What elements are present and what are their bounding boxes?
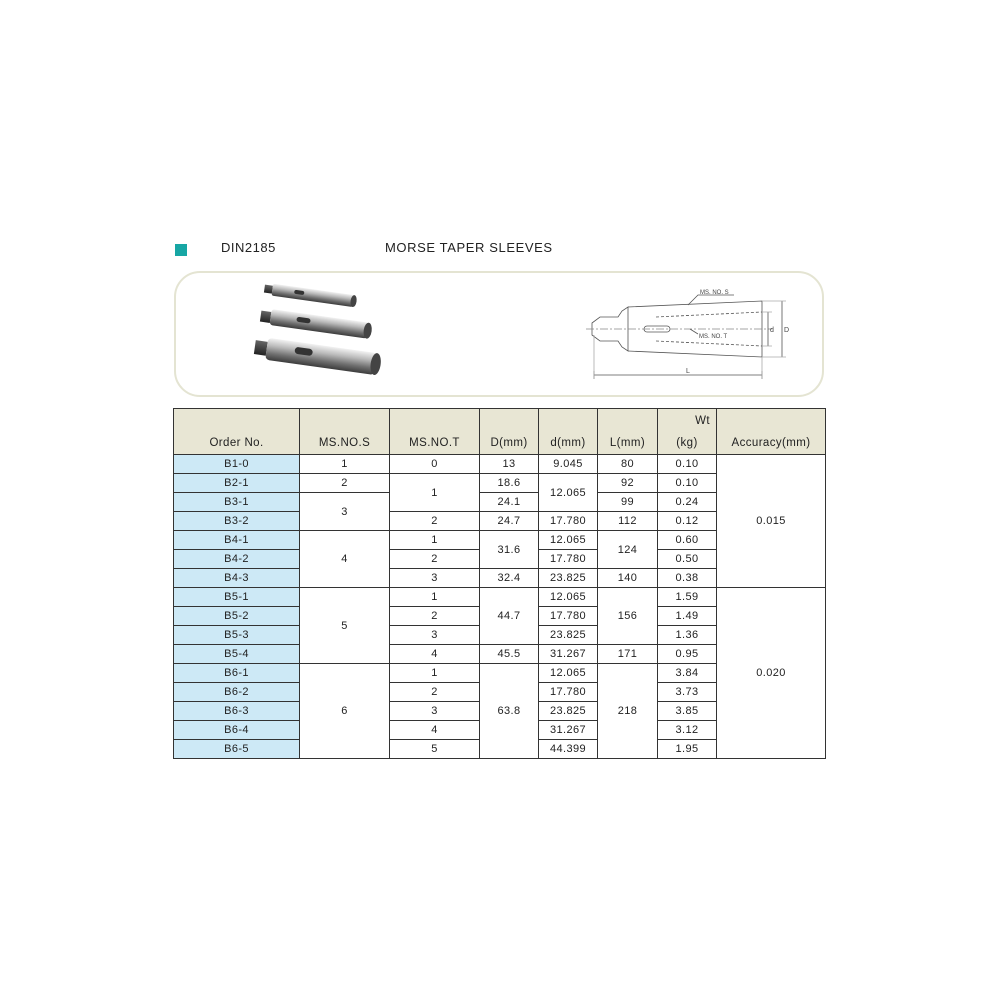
L-cell: 80	[598, 455, 658, 474]
label-large-diameter: D	[784, 327, 790, 334]
L-cell: 140	[598, 569, 658, 588]
d-cell: 17.780	[539, 550, 598, 569]
D-cell: 44.7	[480, 588, 539, 645]
L-cell: 92	[598, 474, 658, 493]
header-wt	[658, 409, 717, 455]
order-no-cell: B6-3	[174, 702, 300, 721]
wt-cell: 0.12	[658, 512, 717, 531]
D-cell: 24.7	[480, 512, 539, 531]
order-no-cell: B6-2	[174, 683, 300, 702]
L-cell: 124	[598, 531, 658, 569]
order-no-cell: B5-4	[174, 645, 300, 664]
wt-cell: 3.73	[658, 683, 717, 702]
accuracy-cell: 0.020	[717, 588, 826, 759]
wt-cell: 3.84	[658, 664, 717, 683]
d-cell: 17.780	[539, 607, 598, 626]
d-cell: 9.045	[539, 455, 598, 474]
wt-cell: 3.85	[658, 702, 717, 721]
D-cell: 31.6	[480, 531, 539, 569]
d-cell: 12.065	[539, 474, 598, 512]
header-ms-no-t: MS.NO.T	[390, 409, 480, 455]
product-title: MORSE TAPER SLEEVES	[385, 240, 553, 255]
D-cell: 45.5	[480, 645, 539, 664]
D-cell: 32.4	[480, 569, 539, 588]
ms-t-cell: 1	[390, 531, 480, 550]
order-no-cell: B2-1	[174, 474, 300, 493]
D-cell: 18.6	[480, 474, 539, 493]
L-cell: 156	[598, 588, 658, 645]
D-cell: 13	[480, 455, 539, 474]
header-row	[174, 409, 826, 455]
L-cell: 99	[598, 493, 658, 512]
ms-t-cell: 2	[390, 607, 480, 626]
header-accuracy: Accuracy(mm)	[717, 409, 826, 455]
ms-t-cell: 2	[390, 683, 480, 702]
section-bullet-icon	[175, 244, 187, 256]
accuracy-cell: 0.015	[717, 455, 826, 588]
d-cell: 31.267	[539, 645, 598, 664]
wt-cell: 0.60	[658, 531, 717, 550]
order-no-cell: B4-2	[174, 550, 300, 569]
order-no-cell: B5-3	[174, 626, 300, 645]
wt-cell: 0.24	[658, 493, 717, 512]
ms-t-cell: 4	[390, 645, 480, 664]
sleeves-photo	[236, 279, 386, 389]
ms-s-cell: 6	[300, 664, 390, 759]
wt-cell: 1.49	[658, 607, 717, 626]
header-D: D(mm)	[480, 409, 539, 455]
wt-cell: 0.95	[658, 645, 717, 664]
d-cell: 17.780	[539, 683, 598, 702]
wt-cell: 1.95	[658, 740, 717, 759]
ms-t-cell: 0	[390, 455, 480, 474]
spec-table	[173, 408, 826, 759]
header-d: d(mm)	[539, 409, 598, 455]
order-no-cell: B5-1	[174, 588, 300, 607]
L-cell: 112	[598, 512, 658, 531]
D-cell: 63.8	[480, 664, 539, 759]
ms-t-cell: 3	[390, 569, 480, 588]
d-cell: 12.065	[539, 531, 598, 550]
ms-t-cell: 1	[390, 474, 480, 512]
order-no-cell: B4-1	[174, 531, 300, 550]
ms-t-cell: 2	[390, 512, 480, 531]
wt-cell: 0.10	[658, 474, 717, 493]
table-row	[174, 588, 826, 607]
header-wt-unit: (kg)	[676, 437, 698, 449]
ms-t-cell: 3	[390, 626, 480, 645]
ms-t-cell: 1	[390, 588, 480, 607]
ms-s-cell: 4	[300, 531, 390, 588]
L-cell: 218	[598, 664, 658, 759]
wt-cell: 0.10	[658, 455, 717, 474]
section-header	[175, 240, 825, 260]
label-ms-s: MS. NO. S	[700, 290, 729, 296]
header-L: L(mm)	[598, 409, 658, 455]
header-wt-label: Wt	[695, 415, 710, 427]
ms-s-cell: 3	[300, 493, 390, 531]
wt-cell: 1.36	[658, 626, 717, 645]
D-cell: 24.1	[480, 493, 539, 512]
d-cell: 12.065	[539, 588, 598, 607]
ms-t-cell: 2	[390, 550, 480, 569]
d-cell: 17.780	[539, 512, 598, 531]
order-no-cell: B6-5	[174, 740, 300, 759]
d-cell: 23.825	[539, 626, 598, 645]
ms-t-cell: 4	[390, 721, 480, 740]
label-small-diameter: d	[770, 327, 774, 334]
ms-t-cell: 5	[390, 740, 480, 759]
wt-cell: 3.12	[658, 721, 717, 740]
order-no-cell: B3-2	[174, 512, 300, 531]
standard-code: DIN2185	[221, 240, 276, 255]
order-no-cell: B1-0	[174, 455, 300, 474]
wt-cell: 0.50	[658, 550, 717, 569]
d-cell: 12.065	[539, 664, 598, 683]
label-length: L	[686, 368, 690, 375]
illustration-panel	[174, 271, 824, 397]
table-row	[174, 455, 826, 474]
technical-drawing	[586, 287, 791, 387]
order-no-cell: B5-2	[174, 607, 300, 626]
wt-cell: 0.38	[658, 569, 717, 588]
order-no-cell: B6-4	[174, 721, 300, 740]
L-cell: 171	[598, 645, 658, 664]
header-ms-no-s: MS.NO.S	[300, 409, 390, 455]
d-cell: 44.399	[539, 740, 598, 759]
order-no-cell: B3-1	[174, 493, 300, 512]
order-no-cell: B4-3	[174, 569, 300, 588]
ms-t-cell: 3	[390, 702, 480, 721]
ms-s-cell: 1	[300, 455, 390, 474]
label-ms-t: MS. NO. T	[699, 334, 728, 340]
d-cell: 23.825	[539, 702, 598, 721]
d-cell: 31.267	[539, 721, 598, 740]
order-no-cell: B6-1	[174, 664, 300, 683]
ms-s-cell: 5	[300, 588, 390, 664]
d-cell: 23.825	[539, 569, 598, 588]
wt-cell: 1.59	[658, 588, 717, 607]
ms-s-cell: 2	[300, 474, 390, 493]
ms-t-cell: 1	[390, 664, 480, 683]
header-order-no: Order No.	[174, 409, 300, 455]
